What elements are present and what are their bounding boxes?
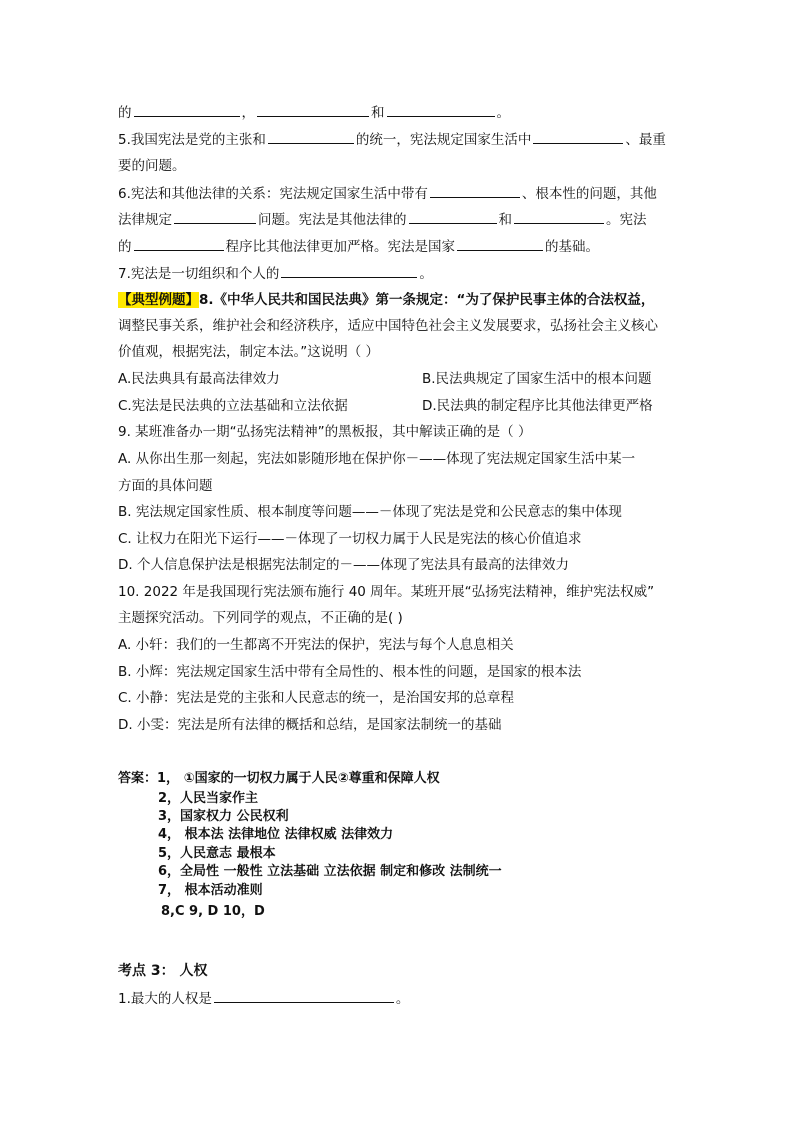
blank [174,209,256,224]
q10-option-b: B. 小辉：宪法规定国家生活中带有全局性的、根本性的问题，是国家的根本法 [118,664,582,680]
blank [514,209,604,224]
blank [457,236,543,251]
text: 和 [498,212,512,228]
text: 8.《中华人民共和国民法典》第一条规定：“为了保护民事主体的合法权益， [199,292,655,308]
text: 、最重 [625,132,666,148]
q6-line-1 [118,183,657,204]
q9-option-a-1: A. 从你出生那一刻起，宪法如影随形地在保护你－——体现了宪法规定国家生活中某一 [118,451,636,467]
answer-4: 4， 根本法 法律地位 法律权威 法律效力 [158,827,394,842]
text: 法律规定 [118,212,172,228]
example-tag: 【典型例题】 [118,292,199,308]
q10-option-c: C. 小静：宪法是党的主张和人民意志的统一，是治国安邦的总章程 [118,690,515,706]
text: 1.最大的人权是 [118,991,212,1007]
answer-5: 5，人民意志 最根本 [158,846,276,861]
q8-option-a: A.民法典具有最高法律效力 [118,371,280,387]
text: 。 [496,105,510,121]
q7-line [118,263,433,284]
q5-line-2: 要的问题。 [118,158,186,174]
text: 、根本性的问题，其他 [521,186,657,202]
q8-line-2: 调整民事关系，维护社会和经济秩序，适应中国特色社会主义发展要求，弘扬社会主义核心 [118,318,658,334]
text: 和 [371,105,385,121]
text: ， [241,105,255,121]
text: 。宪法 [606,212,647,228]
text: 的 [118,239,132,255]
q10-option-d: D. 小雯：宪法是所有法律的概括和总结，是国家法制统一的基础 [118,717,502,733]
q8-option-b: B.民法典规定了国家生活中的根本问题 [422,371,652,387]
q10-option-a: A. 小轩：我们的一生都离不开宪法的保护，宪法与每个人息息相关 [118,637,514,653]
q8-option-c: C.宪法是民法典的立法基础和立法依据 [118,398,348,414]
q9-option-c: C. 让权力在阳光下运行——－体现了一切权力属于人民是宪法的核心价值追求 [118,531,582,547]
q9-option-d: D. 个人信息保护法是根据宪法制定的－——体现了宪法具有最高的法律效力 [118,557,569,573]
q9-option-a-2: 方面的具体问题 [118,478,213,494]
blank [430,183,520,198]
answer-2: 2，人民当家作主 [158,791,259,806]
answer-6: 6，全局性 一般性 立法基础 立法依据 制定和修改 法制统一 [158,864,502,879]
text: 6.宪法和其他法律的关系：宪法规定国家生活中带有 [118,186,428,202]
blank [134,236,224,251]
text: 的统一，宪法规定国家生活中 [355,132,532,148]
blank [134,102,240,117]
q6-line-3 [118,236,599,257]
blank [281,263,417,278]
section-title: 考点 3： 人权 [118,963,208,979]
text: 。 [419,266,433,282]
q8-option-d: D.民法典的制定程序比其他法律更严格 [422,398,653,414]
text: 问题。宪法是其他法律的 [258,212,407,228]
q5-line-1 [118,129,666,150]
answer-3: 3，国家权力 公民权利 [158,809,289,824]
text: 程序比其他法律更加严格。宪法是国家 [225,239,455,255]
blank [409,209,497,224]
q9-stem: 9. 某班准备办一期“弘扬宪法精神”的黑板报，其中解读正确的是（ ） [118,424,532,440]
text: 。 [395,991,410,1007]
blank [214,988,394,1003]
q8-line-3: 价值观，根据宪法，制定本法。”这说明（ ） [118,344,380,360]
text: 7.宪法是一切组织和个人的 [118,266,280,282]
blank [387,102,495,117]
answer-8-10: 8,C 9, D 10，D [161,904,265,919]
q10-line-1: 10. 2022 年是我国现行宪法颁布施行 40 周年。某班开展“弘扬宪法精神，维护宪法权威” [118,584,655,600]
answer-1: 答案：1， ①国家的一切权力属于人民②尊重和保障人权 [118,771,440,786]
text: 5.我国宪法是党的主张和 [118,132,266,148]
q8-line-1 [118,290,654,310]
blank [533,129,623,144]
blank [257,102,369,117]
section3-q1 [118,988,409,1009]
q6-line-2 [118,209,647,230]
blank [268,129,354,144]
text: 的基础。 [545,239,599,255]
answer-7: 7， 根本活动准则 [158,883,263,898]
q9-option-b: B. 宪法规定国家性质、根本制度等问题——－体现了宪法是党和公民意志的集中体现 [118,504,622,520]
text: 的 [118,105,132,121]
q10-line-2: 主题探究活动。下列同学的观点，不正确的是( ) [118,610,403,626]
q4-tail-line [118,102,510,123]
